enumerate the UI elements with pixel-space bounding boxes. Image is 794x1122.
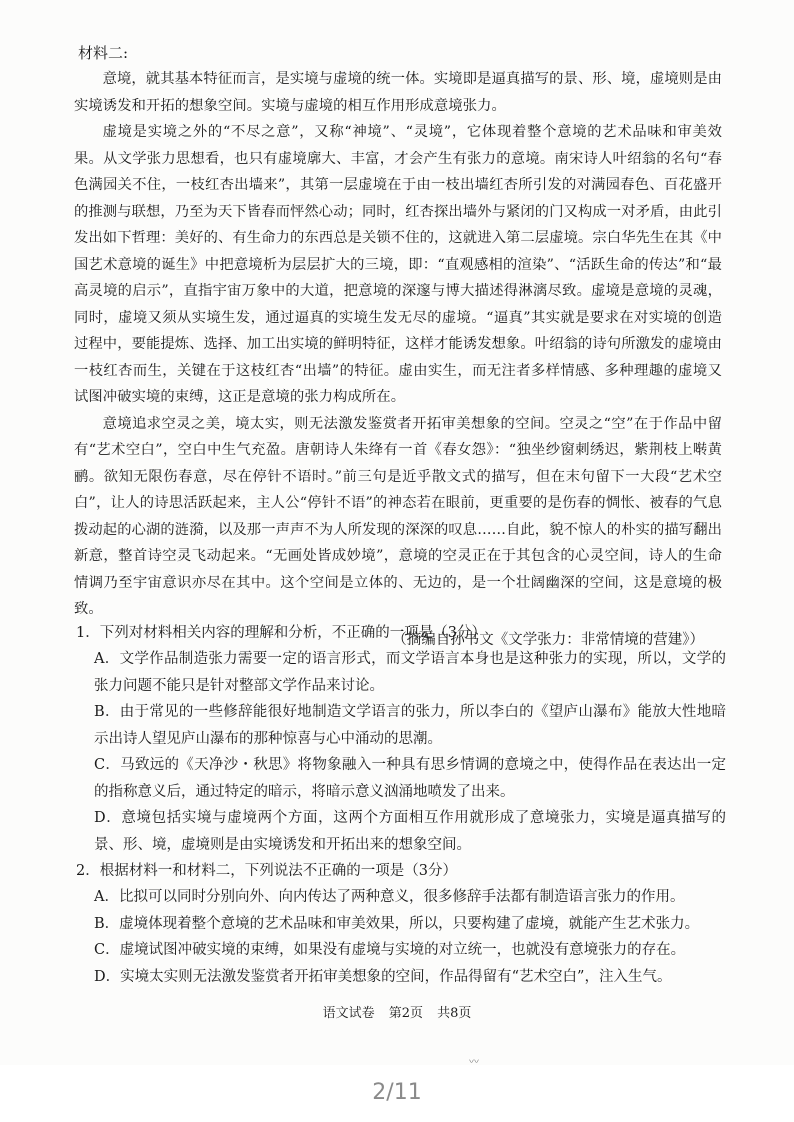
option-a: A．文学作品制造张力需要一定的语言形式，而文学语言本身也是这种张力的实现，所以，文学的张力问题不能只是针对整部文学作品来讨论。	[94, 651, 726, 694]
material-paragraph-3: 意境追求空灵之美，境太实，则无法激发鉴赏者开拓审美想象的空间。空灵之“空”在于作品中留有“艺术空白”，空白中生气充盈。唐朝诗人朱绛有一首《春女怨》：“独坐纱窗刺绣迟，紫荆枝上啭黄鹂。欲知无限伤春意，尽在停针不语时。”前三句是近乎散文式的描写，但在末句留下一大段“艺术空白”，让人的诗思活跃起来，主人公“停针不语”的神态若在眼前，更重要的是伤春的惆怅、被春的气息拨动起的心湖的涟漪，以及那一声声不为人所发现的深深的叹息……自此，貌不惊人的朴实的描写翻出新意，整首诗空灵飞动起来。“无画处皆成妙境”，意境的空灵正在于其包含的心灵空间，诗人的生命情调乃至宇宙意识亦尽在其中。这个空间是立体的、无边的，是一个壮阔幽深的空间，这是意境的极致。	[74, 415, 722, 617]
reading-material	[74, 40, 722, 653]
material-heading: 材料二:	[78, 44, 129, 62]
option-d: D．意境包括实境与虚境两个方面，这两个方面相互作用就形成了意境张力，实境是逼真描写的景、形、境，虚境则是由实境诱发和开拓出来的想象空间。	[94, 810, 726, 853]
option-c: C．虚境试图冲破实境的束缚，如果没有虚境与实境的对立统一，也就没有意境张力的存在。	[94, 942, 686, 958]
option-a: A．比拟可以同时分别向外、向内传达了两种意义，很多修辞手法都有制造语言张力的作用。	[94, 889, 685, 905]
question-stem: 1．下列对材料相关内容的理解和分析，不正确的一项是（3分）	[76, 625, 486, 641]
option-d: D．实境太实则无法激发鉴赏者开拓审美想象的空间，作品得留有“艺术空白”，注入生气。	[94, 968, 672, 985]
option-c: C．马致远的《天净沙・秋思》将物象融入一种具有思乡情调的意境之中，使得作品在表达出一定的指称意义后，通过特定的暗示，将暗示意义汹涌地喷发了出来。	[94, 757, 726, 800]
question-list	[76, 620, 726, 990]
material-paragraph-2: 虚境是实境之外的“不尽之意”，又称“神境”、“灵境”，它体现着整个意境的艺术品味和审美效果。从文学张力思想看，也只有虚境廓大、丰富，才会产生有张力的意境。南宋诗人叶绍翁的名句“春色满园关不住，一枝红杏出墙来”，其第一层虚境在于由一枝出墙红杏所引发的对满园春色、百花盛开的推测与联想，乃至为天下皆春而怦然心动；同时，红杏探出墙外与紧闭的门又构成一对矛盾，由此引发出如下哲理：美好的、有生命力的东西总是关锁不住的，这就进入第二层虚境。宗白华先生在其《中国艺术意境的诞生》中把意境析为层层扩大的三境，即：“直观感相的渲染”、“活跃生命的传达”和“最高灵境的启示”，直指宇宙万象中的大道，把意境的深邃与博大描述得淋漓尽致。虚境是意境的灵魂，同时，虚境又须从实境生发，通过逼真的实境生发无尽的虚境。“逼真”其实就是要求在对实境的创造过程中，要能提炼、选择、加工出实境的鲜明特征，这样才能诱发想象。叶绍翁的诗句所激发的虚境由一枝红杏而生，关键在于这枝红杏“出墙”的特征。虚由实生，而无注者多样情感、多种理趣的虚境又试图冲破实境的束缚，这正是意境的张力构成所在。	[74, 124, 722, 405]
question-1	[76, 620, 726, 858]
option-b: B．虚境体现着整个意境的艺术品味和审美效果，所以，只要构建了虚境，就能产生艺术张力。	[94, 915, 700, 932]
page-footer	[0, 1002, 794, 1021]
footer-total: 共8页	[437, 1006, 472, 1021]
page-indicator: 2/11	[372, 1080, 422, 1105]
question-2	[76, 858, 726, 990]
footer-subject: 语文试卷	[322, 1006, 375, 1021]
material-paragraph-1: 意境，就其基本特征而言，是实境与虚境的统一体。实境即是逼真描写的景、形、境，虚境则是由实境诱发和开拓的想象空间。实境与虚境的相互作用形成意境张力。	[74, 71, 722, 114]
question-stem: 2．根据材料一和材料二，下列说法不正确的一项是（3分）	[76, 863, 457, 879]
footer-page: 第2页	[388, 1006, 423, 1021]
scan-mark-icon: 〰	[469, 1057, 479, 1068]
option-b: B．由于常见的一些修辞能很好地制造文学语言的张力，所以李白的《望庐山瀑布》能放大性地暗示出诗人望见庐山瀑布的那种惊喜与心中涌动的思潮。	[94, 704, 726, 747]
material-source: （摘编自孙书文《文学张力：非常情境的营建》）	[392, 631, 704, 648]
